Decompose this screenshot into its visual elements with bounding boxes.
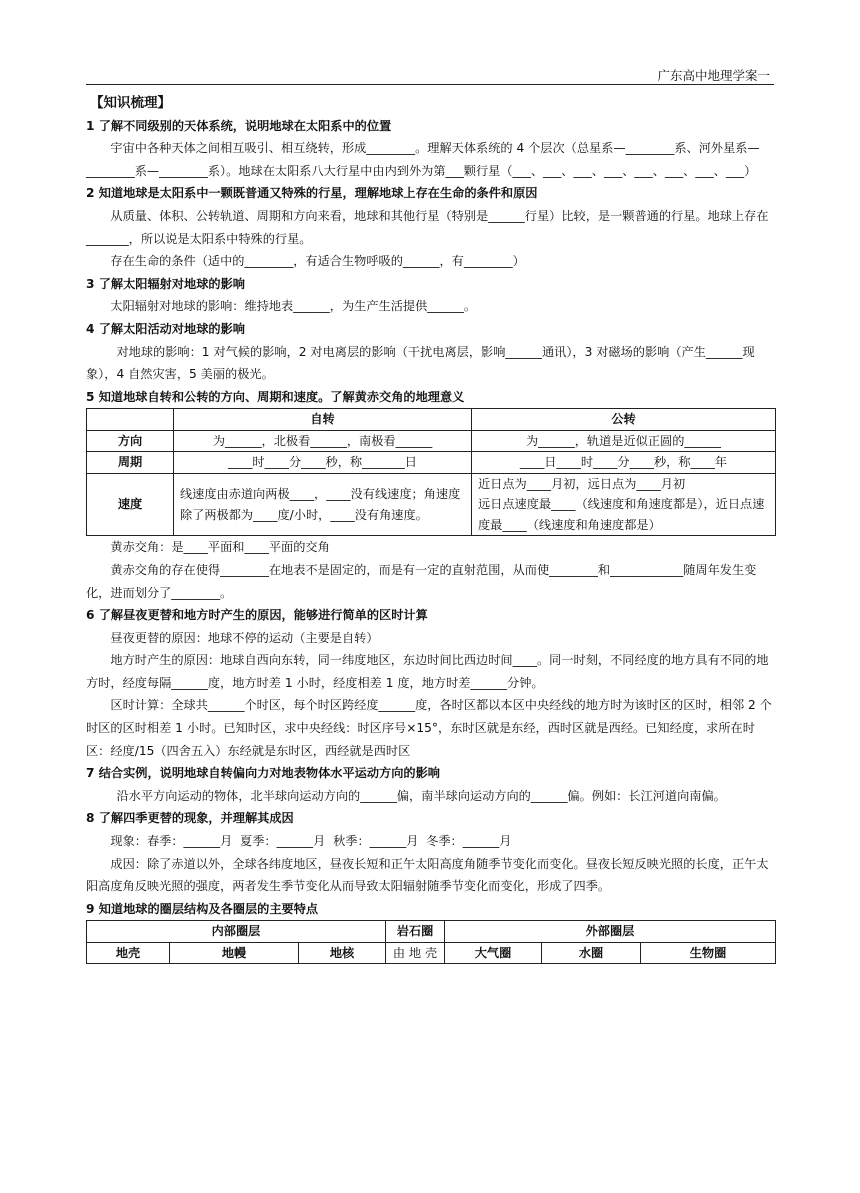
- section-6-text-3: 区时计算：全球共______个时区，每个时区跨经度______度，各时区都以本区中央经线的地方时为该时区的区时，相邻 2 个时区的区时相差 1 小时。已知时区，求中央经线：时区序号×15°，东时区就是东经，西时区就是西经。已知经度，求所在时区：经度/15（四舍五入）东经就是东时区，西经就是西时区: [86, 698, 772, 758]
- header-title: 广东高中地理学案一: [657, 68, 770, 83]
- section-7-text: 沿水平方向运动的物体，北半球向运动方向的______偏，南半球向运动方向的______偏。例如：长江河道向南偏。: [116, 788, 726, 803]
- section-3-heading: 3 了解太阳辐射对地球的影响: [86, 276, 245, 291]
- period-revolution: ____日____时____分____秒，称____年: [472, 452, 776, 474]
- outer-layers-header: 外部圈层: [445, 921, 776, 943]
- crust-cell: 地壳: [87, 942, 170, 964]
- direction-rotation: 为______，北极看______，南极看______: [174, 430, 472, 452]
- core-cell: 地核: [299, 942, 386, 964]
- section-8-heading: 8 了解四季更替的现象，并理解其成因: [86, 811, 294, 826]
- hydrosphere-cell: 水圈: [542, 942, 641, 964]
- earth-layers-table: [86, 920, 776, 964]
- section-1-heading: 1 了解不同级别的天体系统，说明地球在太阳系中的位置: [86, 118, 392, 133]
- row-head-speed: 速度: [87, 473, 174, 536]
- lithosphere-header: 岩石圈: [386, 921, 445, 943]
- speed-rotation: 线速度由赤道向两极____，____没有线速度；角速度除了两极都为____度/小时，____没有角速度。: [174, 473, 472, 536]
- row-head-period: 周期: [87, 452, 174, 474]
- mantle-cell: 地幔: [170, 942, 299, 964]
- col-rotation: 自转: [174, 409, 472, 431]
- section-8-text: 现象：春季：______月 夏季：______月 秋季：______月 冬季：______月: [110, 834, 512, 849]
- row-head-direction: 方向: [87, 430, 174, 452]
- section-4-text: 对地球的影响：1 对气候的影响，2 对电离层的影响（干扰电离层，影响______通讯），3 对磁场的影响（产生______现象），4 自然灾害，5 美丽的极光。: [86, 344, 755, 382]
- section-8-text-2: 成因：除了赤道以外，全球各纬度地区，昼夜长短和正午太阳高度角随季节变化而变化。昼夜长短反映光照的长度，正午太阳高度角反映光照的强度，两者发生季节变化从而导致太阳辐射随季节变化而变化，形成了四季。: [86, 856, 769, 894]
- biosphere-cell: 生物圈: [641, 942, 776, 964]
- section-9-heading: 9 知道地球的圈层结构及各圈层的主要特点: [86, 901, 319, 916]
- section-5-heading: 5 知道地球自转和公转的方向、周期和速度。了解黄赤交角的地理意义: [86, 389, 465, 404]
- page-title: 【知识梳理】: [90, 95, 171, 111]
- section-5-text-2: 黄赤交角的存在使得________在地表不是固定的，而是有一定的直射范围，从而使________和____________随周年发生变化，进而划分了________。: [86, 562, 757, 600]
- section-6-text: 昼夜更替的原因：地球不停的运动（主要是自转）: [110, 630, 379, 645]
- section-6-text-2: 地方时产生的原因：地球自西向东转，同一纬度地区，东边时间比西边时间____。同一时刻，不同经度的地方具有不同的地方时，经度每隔______度，地方时差 1 小时，经度相差 1 度，地方时差______分钟。: [86, 653, 769, 690]
- section-2-text-2: 存在生命的条件（适中的________，有适合生物呼吸的______，有________）: [110, 254, 525, 269]
- inner-layers-header: 内部圈层: [87, 921, 386, 943]
- table-corner: [87, 409, 174, 431]
- lithosphere-cell: 由 地 壳: [386, 942, 445, 964]
- section-7-heading: 7 结合实例，说明地球自转偏向力对地表物体水平运动方向的影响: [86, 766, 440, 781]
- section-6-heading: 6 了解昼夜更替和地方时产生的原因，能够进行简单的区时计算: [86, 608, 428, 623]
- speed-revolution: 近日点为____月初，远日点为____月初 远日点速度最____（线速度和角速度都是），近日点速度最____（线速度和角速度都是）: [472, 473, 776, 536]
- col-revolution: 公转: [472, 409, 776, 431]
- section-3-text: 太阳辐射对地球的影响：维持地表______，为生产生活提供______。: [110, 299, 477, 314]
- section-5-text: 黄赤交角：是____平面和____平面的交角: [110, 540, 330, 555]
- section-2-heading: 2 知道地球是太阳系中一颗既普通又特殊的行星，理解地球上存在生命的条件和原因: [86, 186, 538, 201]
- section-2-text: 从质量、体积、公转轨道、周期和方向来看，地球和其他行星（特别是______行星）比较，是一颗普通的行星。地球上存在_______，所以说是太阳系中特殊的行星。: [86, 208, 769, 246]
- section-4-heading: 4 了解太阳活动对地球的影响: [86, 321, 245, 336]
- rotation-revolution-table: [86, 408, 776, 536]
- section-1-text: 宇宙中各种天体之间相互吸引、相互绕转，形成________。理解天体系统的 4 个层次（总星系—________系、河外星系—________系—________系）。地球在太阳系八大行星中由内到外为第___颗行星（___、___、___、___、___、___、___、___）: [86, 141, 760, 178]
- period-rotation: ____时____分____秒，称_______日: [174, 452, 472, 474]
- direction-revolution: 为______，轨道是近似正圆的______: [472, 430, 776, 452]
- page-header: [86, 62, 774, 85]
- atmosphere-cell: 大气圈: [445, 942, 542, 964]
- content: [86, 92, 776, 964]
